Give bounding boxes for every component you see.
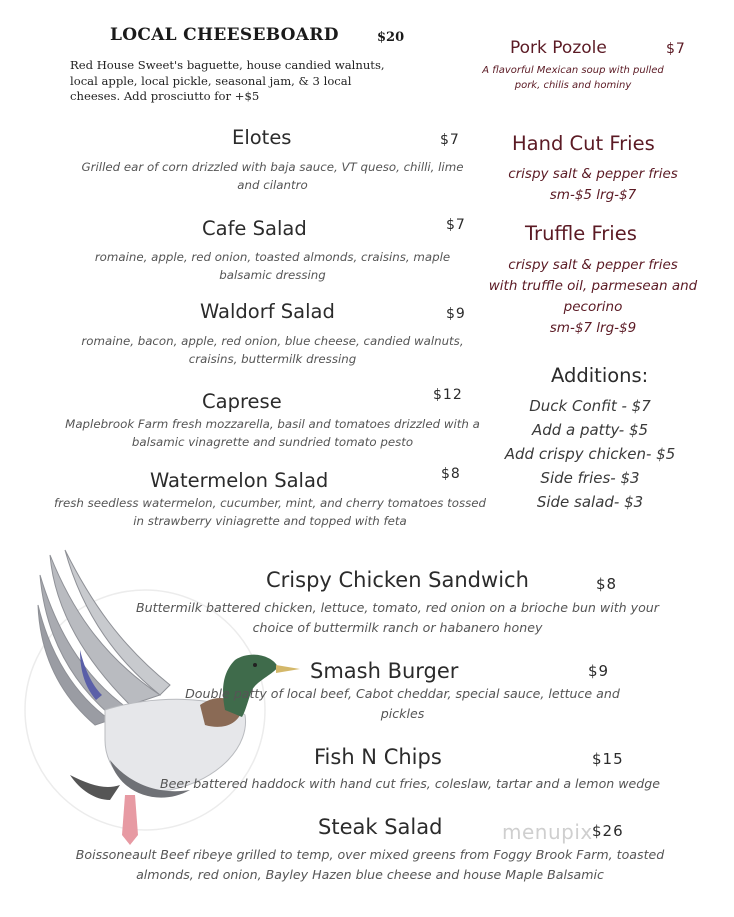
item-price-smash-burger: $9 <box>588 662 610 680</box>
item-description-caprese: Maplebrook Farm fresh mozzarella, basil and tomatoes drizzled with a balsamic vinagrette and sundried tomato pesto <box>65 417 480 449</box>
item-description-watermelon-salad: fresh seedless watermelon, cucumber, mint, and cherry tomatoes tossed in strawberry viniagrette and topped with feta <box>53 496 487 528</box>
addition-item: Add a patty- $5 <box>531 421 649 439</box>
addition-item: Side fries- $3 <box>540 469 640 487</box>
item-price-pork-pozole: $7 <box>666 41 686 57</box>
item-name-cafe-salad: Cafe Salad <box>202 217 307 240</box>
item-price-watermelon-salad: $8 <box>441 466 461 482</box>
additions-title: Additions: <box>551 364 649 387</box>
additions-list <box>480 394 700 514</box>
item-description-waldorf-salad: romaine, bacon, apple, red onion, blue cheese, candied walnuts, craisins, buttermilk dressing <box>81 334 464 366</box>
item-description-cafe-salad: romaine, apple, red onion, toasted almonds, craisins, maple balsamic dressing <box>94 250 451 282</box>
addition-item: Side salad- $3 <box>536 493 644 511</box>
addition-item: Duck Confit - $7 <box>529 397 651 415</box>
item-name-pork-pozole: Pork Pozole <box>510 38 607 58</box>
addition-item: Add crispy chicken- $5 <box>504 445 676 463</box>
item-price-cafe-salad: $7 <box>446 217 466 233</box>
item-line-hand-cut-fries-2: sm-$5 lrg-$7 <box>549 187 637 203</box>
item-description-smash-burger: Double patty of local beef, Cabot cheddar, special sauce, lettuce and pickles <box>185 686 620 721</box>
item-name-caprese: Caprese <box>202 390 282 413</box>
item-name-steak-salad: Steak Salad <box>318 815 443 839</box>
item-line-truffle-fries-4: sm-$7 lrg-$9 <box>549 320 637 336</box>
item-price-caprese: $12 <box>433 387 463 403</box>
item-name-fish-n-chips: Fish N Chips <box>314 745 442 769</box>
item-description-elotes: Grilled ear of corn drizzled with baja sauce, VT queso, chilli, lime and cilantro <box>81 160 464 192</box>
item-price-elotes: $7 <box>440 132 460 148</box>
item-line-truffle-fries-3: pecorino <box>563 299 623 315</box>
item-line-truffle-fries-1: crispy salt & pepper fries <box>508 257 678 273</box>
item-line-truffle-fries-2: with truffle oil, parmesean and <box>488 278 698 294</box>
item-description-pork-pozole: A flavorful Mexican soup with pulled pork, chilis and hominy <box>482 65 664 91</box>
item-price-steak-salad: $26 <box>592 822 624 840</box>
cheeseboard-description: Red House Sweet's baguette, house candied walnuts, local apple, local pickle, seasonal jam, & 3 local cheeses. Add prosciutto for +$5 <box>70 58 385 103</box>
item-description-fish-n-chips: Beer battered haddock with hand cut fries, coleslaw, tartar and a lemon wedge <box>159 776 661 791</box>
item-name-elotes: Elotes <box>232 126 292 149</box>
item-name-smash-burger: Smash Burger <box>310 659 459 683</box>
item-name-waldorf-salad: Waldorf Salad <box>200 300 335 323</box>
item-name-crispy-chicken-sandwich: Crispy Chicken Sandwich <box>266 568 529 592</box>
item-name-watermelon-salad: Watermelon Salad <box>150 469 329 492</box>
item-name-truffle-fries: Truffle Fries <box>525 222 637 245</box>
item-description-steak-salad: Boissoneault Beef ribeye grilled to temp, over mixed greens from Foggy Brook Farm, toasted almonds, red onion, Bayley Hazen blue cheese and house Maple Balsamic <box>75 847 665 882</box>
menupix-watermark: menupix <box>502 820 593 844</box>
cheeseboard-price: $20 <box>377 30 405 45</box>
item-price-fish-n-chips: $15 <box>592 750 624 768</box>
item-price-crispy-chicken-sandwich: $8 <box>596 575 618 593</box>
item-name-hand-cut-fries: Hand Cut Fries <box>512 132 655 155</box>
item-line-hand-cut-fries-1: crispy salt & pepper fries <box>508 166 678 182</box>
item-description-crispy-chicken-sandwich: Buttermilk battered chicken, lettuce, tomato, red onion on a brioche bun with your choice of buttermilk ranch or habanero honey <box>136 600 659 635</box>
cheeseboard-title: LOCAL CHEESEBOARD <box>110 25 339 45</box>
item-price-waldorf-salad: $9 <box>446 306 466 322</box>
